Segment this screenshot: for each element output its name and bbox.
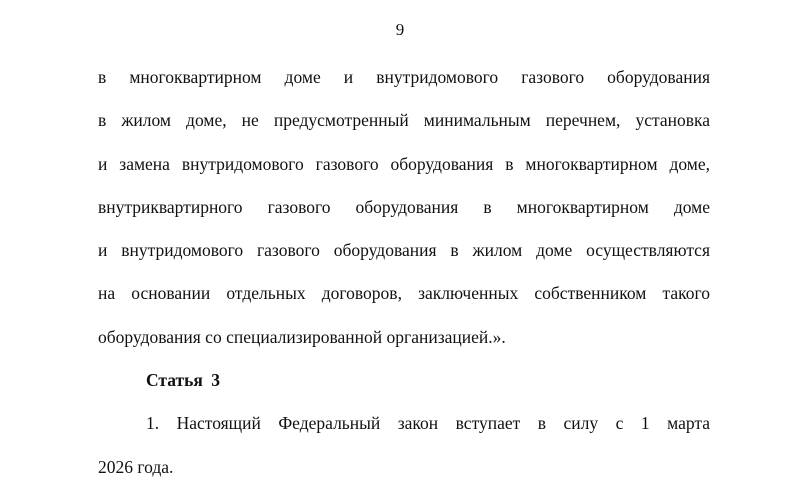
body-line-last: оборудования со специализированной организацией.».	[98, 326, 506, 347]
page-number: 9	[395, 20, 405, 39]
body-line: внутриквартирного газового оборудования в многоквартирном доме	[98, 196, 710, 217]
body-line: на основании отдельных договоров, заключенных собственником такого	[98, 283, 710, 304]
body-line: в жилом доме, не предусмотренный минимальным перечнем, установка	[98, 110, 710, 131]
article-heading	[98, 367, 710, 410]
article-paragraph-line-last: 2026 года.	[98, 456, 174, 477]
document-body	[98, 64, 710, 497]
body-line: и внутридомового газового оборудования в жилом доме осуществляются	[98, 240, 710, 261]
article-heading-text: Статья 3	[146, 370, 220, 391]
body-line: в многоквартирном доме и внутридомового газового оборудования	[98, 67, 710, 87]
body-line: и замена внутридомового газового оборудования в многоквартирном доме,	[98, 153, 710, 174]
article-paragraph-line: 1. Настоящий Федеральный закон вступает в силу с 1 марта	[146, 413, 710, 434]
